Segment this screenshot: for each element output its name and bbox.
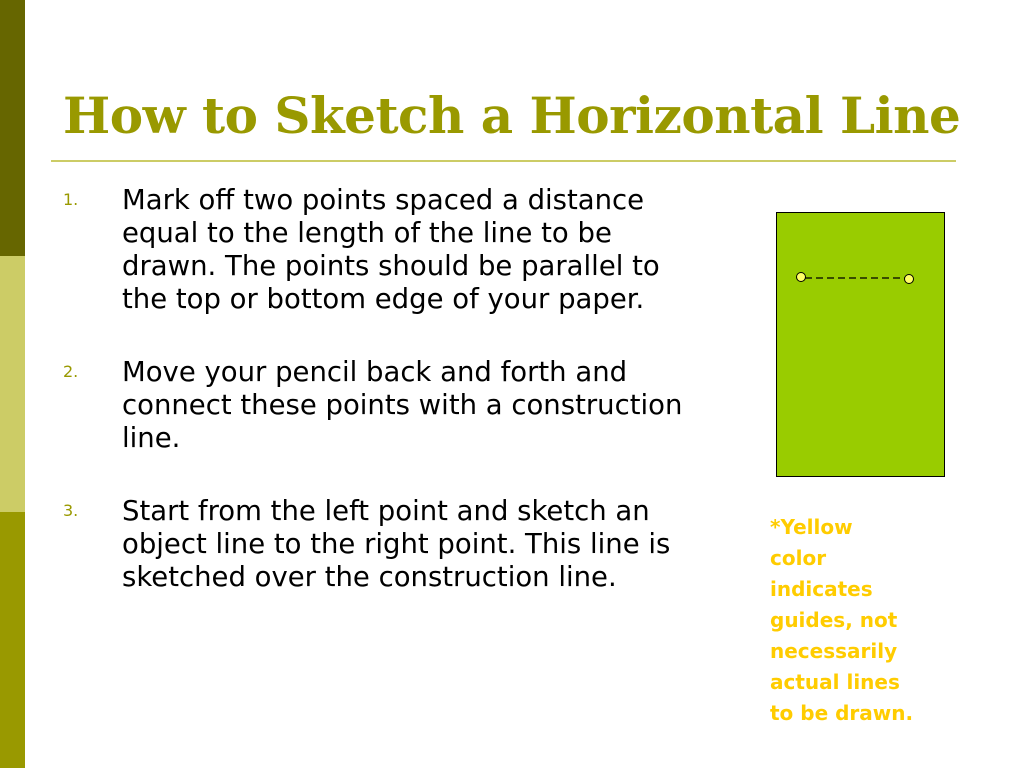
step-item-2	[63, 356, 703, 455]
title-underline	[51, 160, 956, 162]
slide-title: How to Sketch a Horizontal Line	[63, 86, 961, 145]
side-bar-middle	[0, 256, 25, 512]
guide-color-note: *Yellow color indicates guides, not necessarily actual lines to be drawn.	[770, 515, 914, 725]
step-number: 1.	[63, 190, 79, 209]
step-text: Move your pencil back and forth and connect these points with a construction line.	[122, 356, 683, 454]
step-item-1	[63, 184, 703, 316]
side-bar-bottom	[0, 512, 25, 768]
step-number: 2.	[63, 362, 79, 381]
guide-point-right-icon	[905, 275, 914, 284]
step-item-3	[63, 495, 703, 594]
steps-list	[63, 184, 703, 634]
step-text: Mark off two points spaced a distance equal to the length of the line to be drawn. The points should be parallel to the top or bottom edge of your paper.	[122, 184, 660, 315]
guide-point-left-icon	[797, 273, 806, 282]
step-text: Start from the left point and sketch an object line to the right point. This line is sketched over the construction line.	[122, 495, 671, 593]
guide-line-illustration	[776, 212, 945, 477]
side-bar-top	[0, 0, 25, 256]
step-number: 3.	[63, 501, 79, 520]
